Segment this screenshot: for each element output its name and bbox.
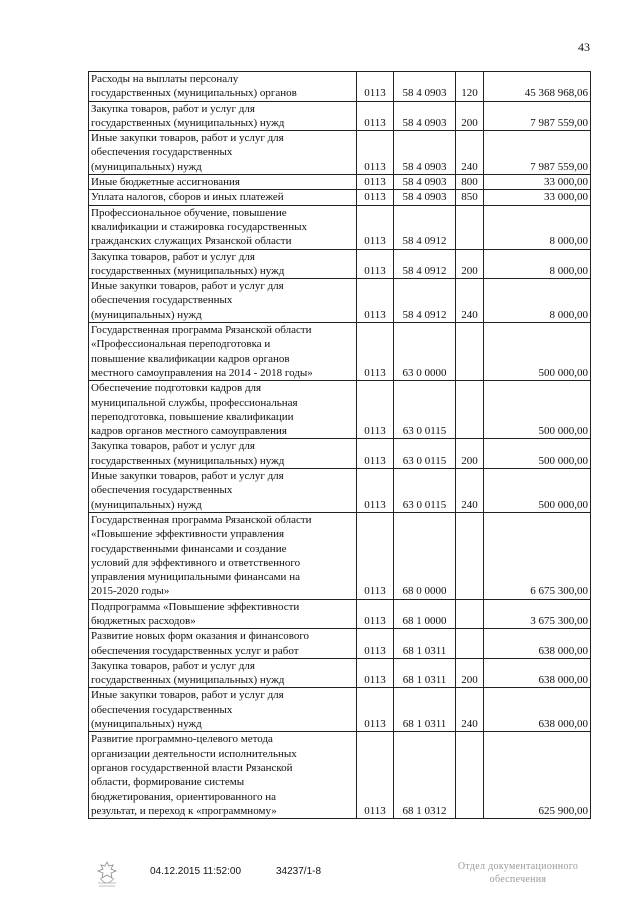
description-line: бюджетных расходов» [91,614,196,627]
table-row [89,629,591,659]
description-line: Уплата налогов, сборов и иных платежей [91,191,284,204]
row-amount: 33 000,00 [484,175,591,190]
table-row [89,279,591,323]
table-row [89,249,591,279]
row-expense-type: 200 [456,658,484,688]
row-article-code: 58 4 0903 [394,131,456,175]
description-line: Иные закупки товаров, работ и услуг для [91,132,284,145]
row-description [89,101,357,131]
table-row [89,599,591,629]
row-section-code: 0113 [357,469,394,513]
row-section-code: 0113 [357,732,394,819]
table-row [89,101,591,131]
stamp-line-2: обеспечения [489,874,547,885]
description-line: «Повышение эффективности управления [91,528,285,541]
row-article-code: 63 0 0115 [394,469,456,513]
row-article-code: 68 1 0000 [394,599,456,629]
row-article-code: 63 0 0115 [394,381,456,439]
row-expense-type: 850 [456,190,484,205]
row-description [89,381,357,439]
description-line: обеспечения государственных [91,294,233,307]
description-line: повышение квалификации кадров органов [91,352,290,365]
row-amount: 500 000,00 [484,469,591,513]
description-line: переподготовка, повышение квалификации [91,410,294,423]
row-section-code: 0113 [357,279,394,323]
row-description [89,629,357,659]
row-article-code: 68 1 0312 [394,732,456,819]
row-description [89,131,357,175]
row-description [89,175,357,190]
budget-table [88,71,591,819]
row-amount: 45 368 968,06 [484,72,591,102]
table-row [89,688,591,732]
row-amount: 638 000,00 [484,629,591,659]
row-section-code: 0113 [357,381,394,439]
row-amount: 8 000,00 [484,249,591,279]
row-section-code: 0113 [357,175,394,190]
description-line: обеспечения государственных [91,146,233,159]
row-article-code: 58 4 0903 [394,190,456,205]
row-section-code: 0113 [357,131,394,175]
row-amount: 33 000,00 [484,190,591,205]
footer-doc-number: 34237/1-8 [276,866,322,877]
row-expense-type: 120 [456,72,484,102]
row-expense-type: 200 [456,439,484,469]
row-article-code: 68 0 0000 [394,512,456,599]
row-article-code: 58 4 0903 [394,72,456,102]
row-amount: 8 000,00 [484,205,591,249]
row-section-code: 0113 [357,658,394,688]
row-amount: 7 987 559,00 [484,101,591,131]
description-line: 2015-2020 годы» [91,585,170,598]
description-line: «Профессиональная переподготовка и [91,338,271,351]
row-description [89,249,357,279]
row-amount: 638 000,00 [484,658,591,688]
description-line: организации деятельности исполнительных [91,747,297,760]
description-line: управления муниципальными финансами на [91,571,300,584]
row-expense-type [456,381,484,439]
description-line: государственных (муниципальных) нужд [91,674,285,687]
row-section-code: 0113 [357,190,394,205]
table-row [89,512,591,599]
row-section-code: 0113 [357,205,394,249]
stamp-line-1: Отдел документационного [457,861,579,872]
description-line: Обеспечение подготовки кадров для [91,382,262,395]
description-line: квалификации и стажировка государственных [91,220,307,233]
description-line: Развитие программно-целевого метода [91,733,273,746]
table-row [89,381,591,439]
table-row [89,131,591,175]
row-expense-type [456,629,484,659]
table-row [89,469,591,513]
description-line: обеспечения государственных услуг и работ [91,644,299,657]
budget-table-body [89,72,591,819]
description-line: Государственная программа Рязанской области [91,324,312,337]
row-description [89,658,357,688]
description-line: Иные закупки товаров, работ и услуг для [91,470,284,483]
row-amount: 500 000,00 [484,323,591,381]
row-expense-type: 200 [456,101,484,131]
description-line: Закупка товаров, работ и услуг для [91,659,255,672]
table-row [89,205,591,249]
row-expense-type [456,205,484,249]
row-description [89,732,357,819]
row-description [89,72,357,102]
description-line: условий для эффективного и ответственного [91,556,301,569]
description-line: государственных (муниципальных) нужд [91,116,285,129]
row-description [89,439,357,469]
description-line: государственных (муниципальных) нужд [91,454,285,467]
row-expense-type: 240 [456,688,484,732]
table-row [89,190,591,205]
row-article-code: 58 4 0903 [394,175,456,190]
row-description [89,190,357,205]
row-expense-type: 240 [456,131,484,175]
row-article-code: 68 1 0311 [394,658,456,688]
table-row [89,175,591,190]
row-expense-type: 240 [456,279,484,323]
row-expense-type: 200 [456,249,484,279]
description-line: (муниципальных) нужд [91,308,202,321]
description-line: Иные бюджетные ассигнования [91,176,240,189]
row-section-code: 0113 [357,629,394,659]
row-article-code: 58 4 0903 [394,101,456,131]
row-section-code: 0113 [357,512,394,599]
description-line: органов государственной власти Рязанской [91,761,293,774]
table-row [89,732,591,819]
row-article-code: 68 1 0311 [394,629,456,659]
row-expense-type [456,599,484,629]
row-description [89,323,357,381]
row-section-code: 0113 [357,101,394,131]
row-amount: 500 000,00 [484,381,591,439]
row-section-code: 0113 [357,323,394,381]
description-line: области, формирование системы [91,776,245,789]
row-amount: 3 675 300,00 [484,599,591,629]
description-line: (муниципальных) нужд [91,718,202,731]
description-line: гражданских служащих Рязанской области [91,235,292,248]
row-article-code: 58 4 0912 [394,205,456,249]
description-line: Расходы на выплаты персоналу [91,73,239,85]
table-row [89,439,591,469]
row-section-code: 0113 [357,72,394,102]
row-section-code: 0113 [357,688,394,732]
description-line: государственных (муниципальных) органов [91,87,297,100]
row-expense-type [456,323,484,381]
row-amount: 8 000,00 [484,279,591,323]
page-number: 43 [578,40,590,54]
row-description [89,205,357,249]
row-article-code: 63 0 0000 [394,323,456,381]
description-line: Закупка товаров, работ и услуг для [91,250,255,263]
description-line: обеспечения государственных [91,703,233,716]
table-row [89,323,591,381]
description-line: Иные закупки товаров, работ и услуг для [91,689,284,702]
description-line: Развитие новых форм оказания и финансового [91,630,310,643]
description-line: бюджетирования, ориентированного на [91,790,276,803]
description-line: государственными финансами и создание [91,542,287,555]
row-expense-type: 800 [456,175,484,190]
row-description [89,688,357,732]
description-line: кадров органов местного самоуправления [91,425,287,438]
row-amount: 500 000,00 [484,439,591,469]
row-article-code: 63 0 0115 [394,439,456,469]
row-description [89,512,357,599]
description-line: Иные закупки товаров, работ и услуг для [91,280,284,293]
description-line: результат, и переход к «программному» [91,804,277,817]
footer-timestamp: 04.12.2015 11:52:00 [150,866,242,877]
row-section-code: 0113 [357,599,394,629]
row-amount: 625 900,00 [484,732,591,819]
row-description [89,469,357,513]
table-row [89,658,591,688]
page-footer [0,860,640,900]
row-expense-type [456,732,484,819]
description-line: государственных (муниципальных) нужд [91,264,285,277]
row-article-code: 68 1 0311 [394,688,456,732]
table-row [89,72,591,102]
description-line: Закупка товаров, работ и услуг для [91,102,255,115]
row-expense-type [456,512,484,599]
description-line: местного самоуправления на 2014 - 2018 годы» [91,366,313,379]
row-amount: 638 000,00 [484,688,591,732]
row-amount: 7 987 559,00 [484,131,591,175]
row-amount: 6 675 300,00 [484,512,591,599]
row-section-code: 0113 [357,249,394,279]
coat-of-arms-icon [93,860,121,890]
row-expense-type: 240 [456,469,484,513]
row-section-code: 0113 [357,439,394,469]
row-description [89,279,357,323]
description-line: обеспечения государственных [91,484,233,497]
department-stamp [438,860,598,886]
description-line: Подпрограмма «Повышение эффективности [91,600,300,613]
description-line: Профессиональное обучение, повышение [91,206,287,219]
description-line: Закупка товаров, работ и услуг для [91,440,255,453]
description-line: Государственная программа Рязанской области [91,513,312,526]
row-article-code: 58 4 0912 [394,249,456,279]
row-article-code: 58 4 0912 [394,279,456,323]
description-line: (муниципальных) нужд [91,160,202,173]
description-line: муниципальной службы, профессиональная [91,396,298,409]
row-description [89,599,357,629]
description-line: (муниципальных) нужд [91,498,202,511]
